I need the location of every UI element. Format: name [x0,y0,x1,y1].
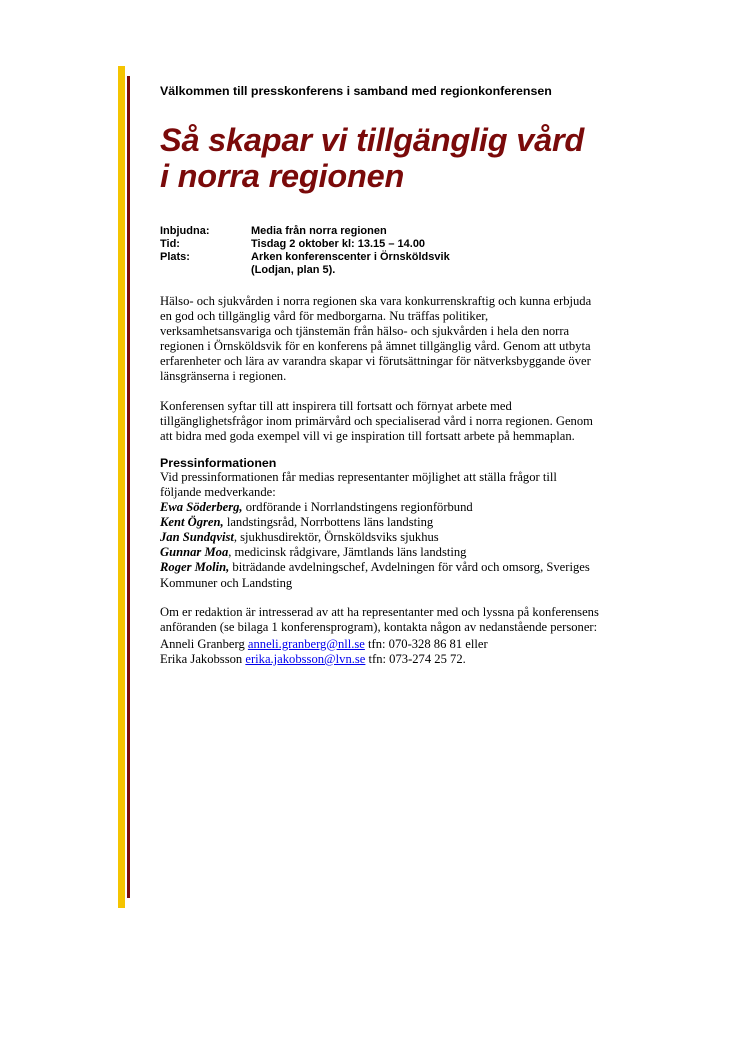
email-link[interactable]: anneli.granberg@nll.se [247,636,365,651]
info-value: Tisdag 2 oktober kl: 13.15 – 14.00 [251,238,426,250]
participant-list [160,500,600,591]
info-value: (Lodjan, plan 5). [251,264,336,276]
list-item [160,530,600,545]
info-row [160,225,600,238]
info-row [160,238,600,251]
press-intro: Vid pressinformationen får medias representanter möjlighet att ställa frågor till följande medverkande: [160,469,557,499]
paragraph-contact: Om er redaktion är intresserad av att ha representanter med och lyssna på konferensens anföranden (se bilaga 1 konferensprogram), kontakta någon av nedanstående personer: [160,604,599,634]
info-value: Media från norra regionen [251,225,387,237]
intro-heading: Välkommen till presskonferens i samband med regionkonferensen [160,84,552,98]
info-value: Arken konferenscenter i Örnsköldsvik [251,251,450,263]
participant-name: Gunnar Moa [160,545,229,560]
email-link[interactable]: erika.jakobsson@lvn.se [245,651,366,666]
participant-name: Jan Sundqvist [160,530,234,545]
contact-phone: tfn: 070-328 86 81 eller [364,636,488,651]
contact-row [160,652,600,667]
list-item [160,515,600,530]
list-item [160,500,600,515]
participant-role: landstingsråd, Norrbottens läns landsting [223,515,434,530]
contact-name: Anneli Granberg [160,636,248,651]
decorative-yellow-bar [118,66,125,908]
participant-role: ordförande i Norrlandstingens regionförbund [242,500,473,515]
participant-role: , medicinsk rådgivare, Jämtlands läns landsting [228,545,467,560]
press-release [160,84,600,667]
list-item [160,560,600,590]
info-label: Tid: [160,238,180,250]
contact-phone: tfn: 073-274 25 72. [365,651,466,666]
info-label: Inbjudna: [160,225,210,237]
participant-name: Kent Ögren, [160,515,224,530]
participant-role: biträdande avdelningschef, Avdelningen för vård och omsorg, Sveriges Kommuner och Landsting [160,560,590,590]
paragraph-purpose: Konferensen syftar till att inspirera till fortsatt och förnyat arbete med tillgänglighetsfrågor inom primärvård och specialiserad vård i norra regionen. Genom att bidra med goda exempel vill vi ge inspiration till fortsatt arbete på hemmaplan. [160,398,593,443]
press-heading: Pressinformationen [160,455,277,470]
info-row [160,251,600,264]
contact-name: Erika Jakobsson [160,651,246,666]
paragraph-intro: Hälso- och sjukvården i norra regionen ska vara konkurrenskraftig och kunna erbjuda en god och tillgänglig vård för medborgarna. Nu träffas politiker, verksamhetsansvariga och tjänstemän från hälso- och sjukvården i hela den norra regionen i Örnsköldsvik för en konferens på ämnet tillgänglig vård. Genom att utbyta erfarenheter och lära av varandra skapar vi förutsättningar för nätverksbyggande över länsgränserna i regionen. [160,294,592,384]
info-label [160,264,251,277]
info-row [160,264,600,277]
list-item [160,545,600,560]
decorative-red-bar [127,76,130,898]
contact-list [160,637,600,667]
contact-row [160,637,600,652]
event-info [160,225,600,277]
page-title: Så skapar vi tillgänglig vård i norra regionen [160,122,585,194]
participant-name: Roger Molin, [160,560,230,575]
participant-name: Ewa Söderberg, [160,500,243,515]
info-label: Plats: [160,251,190,263]
participant-role: , sjukhusdirektör, Örnsköldsviks sjukhus [233,530,439,545]
